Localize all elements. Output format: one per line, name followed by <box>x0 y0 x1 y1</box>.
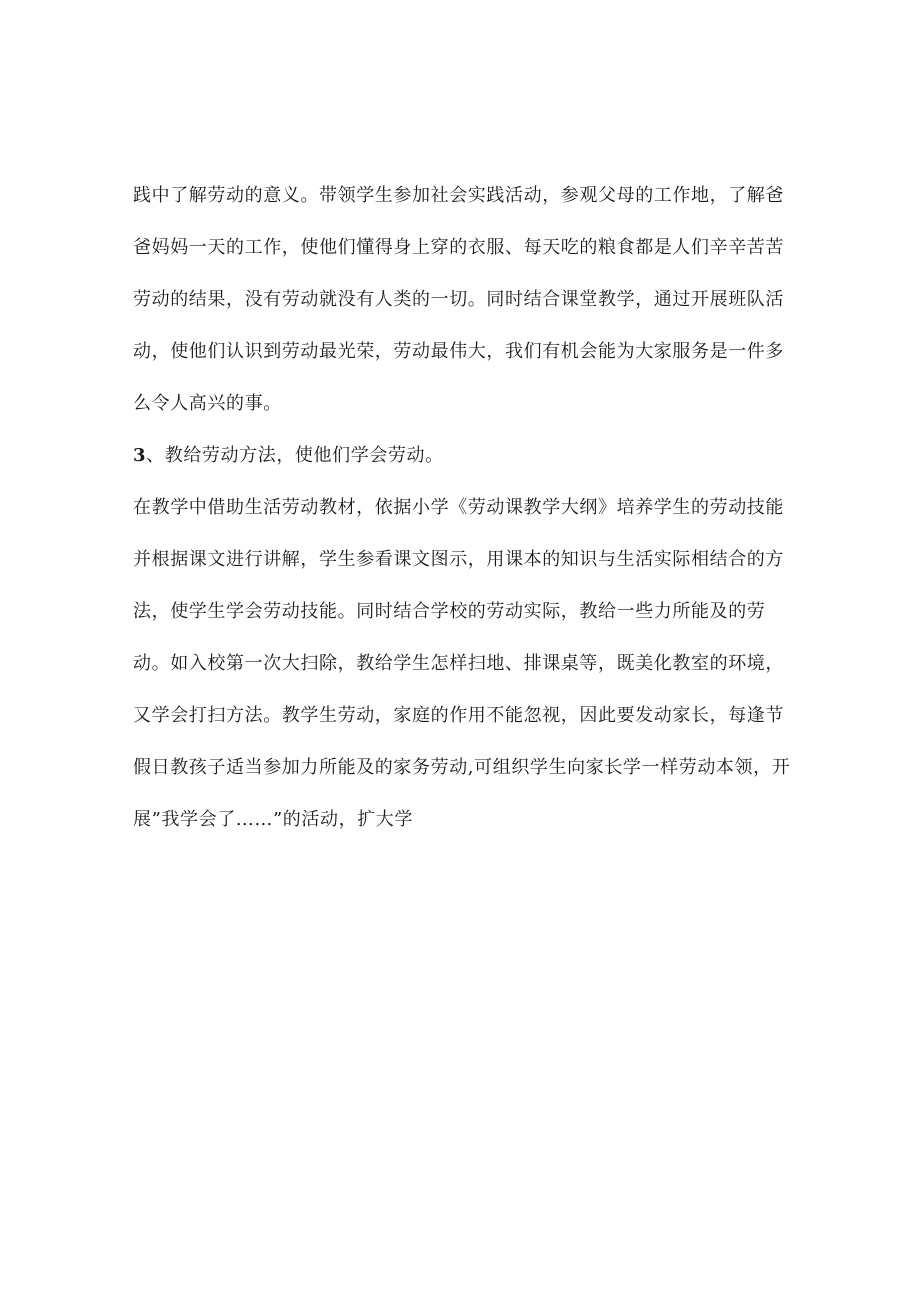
paragraph-line: 在教学中借助生活劳动教材，依据小学《劳动课教学大纲》培养学生的劳动技能 <box>133 497 784 518</box>
paragraph-line: 并根据课文进行讲解，学生参看课文图示，用课本的知识与生活实际相结合的方 <box>133 549 784 570</box>
document-body <box>133 178 813 854</box>
paragraph-line: 假日教孩子适当参加力所能及的家务劳动,可组织学生向家长学一样劳动本领，开 <box>133 757 791 778</box>
section-heading-number: 3 <box>133 445 147 466</box>
paragraph-line: 动，使他们认识到劳动最光荣，劳动最伟大，我们有机会能为大家服务是一件多 <box>133 341 784 362</box>
paragraph-line: 么令人高兴的事。 <box>133 393 282 414</box>
paragraph-line: 展”我学会了……”的活动，扩大学 <box>133 809 414 830</box>
paragraph-line: 践中了解劳动的意义。带领学生参加社会实践活动，参观父母的工作地，了解爸 <box>133 185 784 206</box>
paragraph-line: 爸妈妈一天的工作，使他们懂得身上穿的衣服、每天吃的粮食都是人们辛辛苦苦 <box>133 237 784 258</box>
paragraph-line: 劳动的结果，没有劳动就没有人类的一切。同时结合课堂教学，通过开展班队活 <box>133 289 784 310</box>
paragraph-line: 动。如入校第一次大扫除，教给学生怎样扫地、排课桌等，既美化教室的环境， <box>133 653 784 674</box>
paragraph-line: 又学会打扫方法。教学生劳动，家庭的作用不能忽视，因此要发动家长，每逢节 <box>133 705 784 726</box>
paragraph-line: 法，使学生学会劳动技能。同时结合学校的劳动实际，教给一些力所能及的劳 <box>133 601 766 622</box>
section-heading-text: 、教给劳动方法，使他们学会劳动。 <box>146 445 444 466</box>
section-heading <box>133 438 813 490</box>
